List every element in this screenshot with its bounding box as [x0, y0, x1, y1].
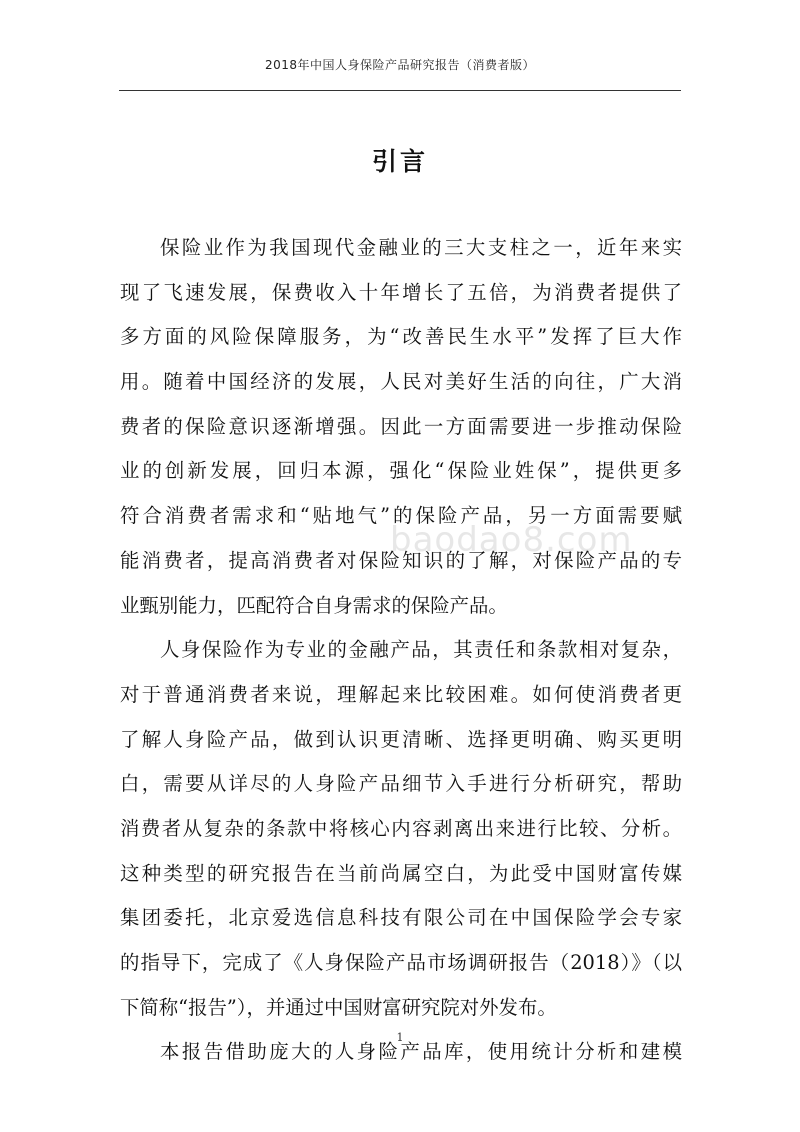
paragraph-line: 能消费者，提高消费者对保险知识的了解，对保险产品的专 — [120, 548, 682, 572]
paragraph-line: 下简称“报告”），并通过中国财富研究院对外发布。 — [120, 995, 557, 1019]
paragraph-line: 这种类型的研究报告在当前尚属空白，为此受中国财富传媒 — [120, 861, 682, 885]
paragraph-line: 保险业作为我国现代金融业的三大支柱之一，近年来实 — [160, 236, 682, 259]
paragraph-line: 多方面的风险保障服务，为“改善民生水平”发挥了巨大作 — [120, 325, 682, 349]
page-number: 1 — [396, 1031, 404, 1044]
running-header: 2018年中国人身保险产品研究报告（消费者版） — [264, 58, 536, 72]
paragraph-line: 符合消费者需求和“贴地气”的保险产品，另一方面需要赋 — [120, 504, 682, 528]
paragraph-line: 对于普通消费者来说，理解起来比较困难。如何使消费者更 — [120, 682, 682, 706]
paragraph-line: 业的创新发展，回归本源，强化“保险业姓保”，提供更多 — [120, 459, 682, 483]
paragraph-line: 消费者从复杂的条款中将核心内容剥离出来进行比较、分析。 — [120, 816, 682, 840]
header-divider — [119, 90, 681, 91]
body-text — [120, 226, 682, 1075]
page-title: 引言 — [371, 147, 428, 176]
paragraph-line: 的指导下，完成了《人身保险产品市场调研报告（2018）》（以 — [120, 951, 682, 974]
paragraph-line: 用。随着中国经济的发展，人民对美好生活的向往，广大消 — [120, 370, 682, 394]
paragraph-line: 集团委托，北京爱选信息科技有限公司在中国保险学会专家 — [120, 906, 682, 930]
paragraph-line: 业甄别能力，匹配符合自身需求的保险产品。 — [120, 593, 508, 617]
paragraph-line: 人身保险作为专业的金融产品，其责任和条款相对复杂， — [160, 638, 682, 662]
paragraph-line: 费者的保险意识逐渐增强。因此一方面需要进一步推动保险 — [120, 414, 682, 438]
paragraph-line: 现了飞速发展，保费收入十年增长了五倍，为消费者提供了 — [120, 280, 682, 304]
paragraph-line: 白，需要从详尽的人身险产品细节入手进行分析研究，帮助 — [120, 772, 682, 796]
watermark: baodao8.com — [390, 520, 633, 560]
paragraph-line: 了解人身险产品，做到认识更清晰、选择更明确、购买更明 — [120, 727, 682, 751]
paragraph-line: 本报告借助庞大的人身险产品库，使用统计分析和建模 — [160, 1040, 682, 1064]
